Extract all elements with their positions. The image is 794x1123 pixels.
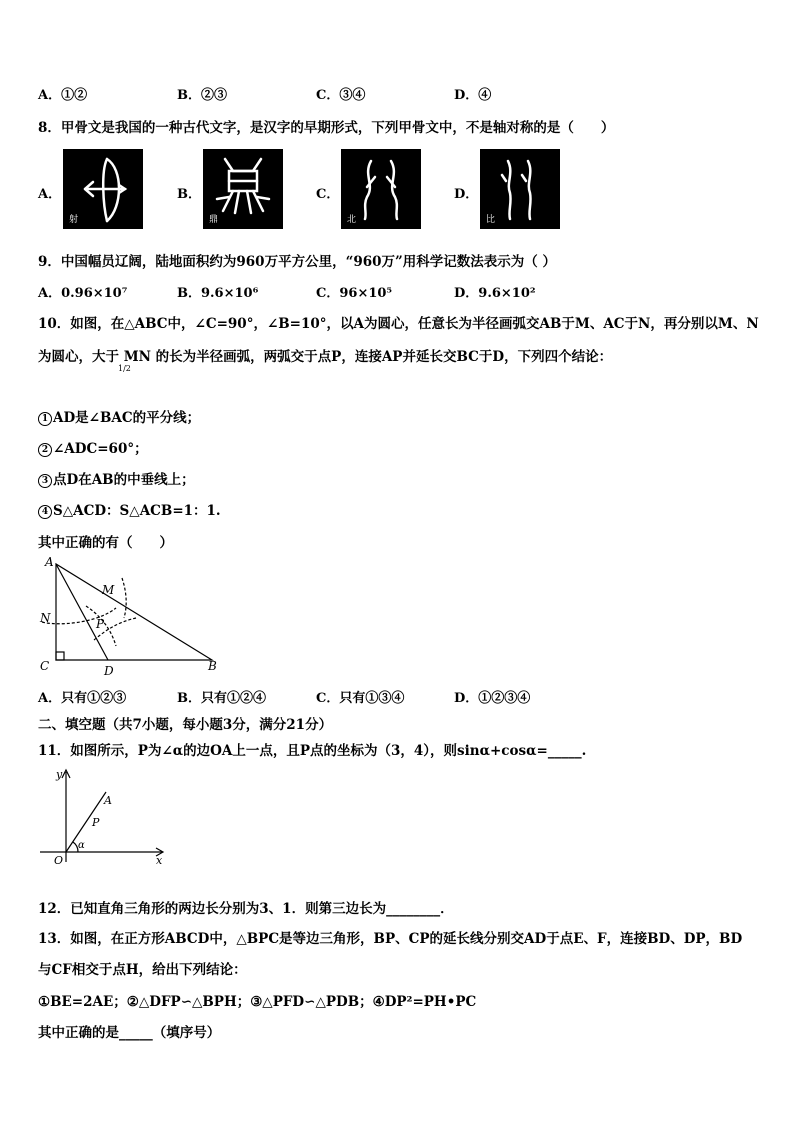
q8-label-b: B． xyxy=(177,187,201,202)
q13-conclusions: ①BE=2AE；②△DFP∽△BPH；③△PFD∽△PDB；④DP²=PH•PC xyxy=(38,994,477,1010)
label-point-c: C xyxy=(40,659,50,673)
oracle-bone-glyph-d xyxy=(480,149,560,229)
q10-option-b: B．只有①②④ xyxy=(177,691,266,706)
q8-label-a: A． xyxy=(38,187,62,202)
glyph-caption-c: 北 xyxy=(347,215,357,225)
q10-stem-line2: 为圆心，大于 MN 的长为半径画弧，两弧交于点P，连接AP并延长交BC于D，下列四个结论： xyxy=(38,349,613,365)
q7-option-c: C．③④ xyxy=(316,88,366,103)
glyph-caption-a: 射 xyxy=(69,215,79,225)
q9-stem: 9．中国幅员辽阔，陆地面积约为960万平方公里，“960万”用科学记数法表示为（ ） xyxy=(38,254,556,270)
q10-option-c: C．只有①③④ xyxy=(316,691,405,706)
q10-ask: 其中正确的有（ ） xyxy=(38,535,173,551)
label-x-axis: x xyxy=(156,854,163,867)
q8-stem: 8．甲骨文是我国的一种古代文字，是汉字的早期形式，下列甲骨文中，不是轴对称的是（ ） xyxy=(38,120,615,136)
q10-option-a: A．只有①②③ xyxy=(38,691,127,706)
label-alpha: α xyxy=(78,840,85,851)
q12-stem: 12．已知直角三角形的两边长分别为3、1．则第三边长为________． xyxy=(38,901,454,917)
q10-conclusion-4: 4 S△ACD：S△ACB=1：1. xyxy=(38,499,221,519)
label-point-a: A xyxy=(45,556,54,569)
q9-option-c: C．96×10⁵ xyxy=(316,286,393,301)
q11-coordinate-figure xyxy=(36,764,170,868)
label-origin: O xyxy=(54,854,64,867)
q10-option-d: D．①②③④ xyxy=(454,691,531,706)
q10-conclusion-3: 3 点D在AB的中垂线上； xyxy=(38,468,195,488)
q7-option-d: D．④ xyxy=(454,88,492,103)
circled-1-icon: 1 xyxy=(38,412,52,426)
q9-option-d: D．9.6×10² xyxy=(454,286,536,301)
circled-4-icon: 4 xyxy=(38,505,52,519)
q10-half-fraction: 1/2 xyxy=(118,364,131,373)
q9-option-a: A．0.96×10⁷ xyxy=(38,286,128,301)
label-point-d: D xyxy=(104,664,114,678)
q13-stem-line1: 13．如图，在正方形ABCD中，△BPC是等边三角形，BP、CP的延长线分别交AD于点E、F，连接BD、DP，BD xyxy=(38,931,743,947)
q8-label-c: C． xyxy=(316,187,340,202)
oracle-bone-glyph-a xyxy=(63,149,143,229)
q11-stem: 11．如图所示，P为∠α的边OA上一点，且P点的坐标为（3，4），则sinα+cosα=_____. xyxy=(38,743,587,759)
label-point-p: P xyxy=(96,617,105,631)
q7-option-b: B．②③ xyxy=(177,88,227,103)
q8-label-d: D． xyxy=(454,187,479,202)
oracle-bone-glyph-b xyxy=(203,149,283,229)
label-point-m: M xyxy=(102,583,115,597)
label-y-axis: y xyxy=(56,768,63,781)
label-point-a: A xyxy=(104,794,112,807)
q10-stem-line1: 10．如图，在△ABC中，∠C=90°，∠B=10°，以A为圆心，任意长为半径画弧交AB于M、AC于N，再分别以M、N xyxy=(38,316,759,332)
q10-conclusion-2: 2 ∠ADC=60°； xyxy=(38,437,148,457)
label-point-p: P xyxy=(92,816,100,829)
q13-stem-line2: 与CF相交于点H，给出下列结论： xyxy=(38,962,247,978)
oracle-bone-glyph-c xyxy=(341,149,421,229)
circled-2-icon: 2 xyxy=(38,443,52,457)
q10-triangle-figure xyxy=(36,556,226,678)
label-point-n: N xyxy=(40,611,51,625)
q7-option-a: A．①② xyxy=(38,88,88,103)
glyph-caption-b: 鼎 xyxy=(209,215,219,225)
q9-option-b: B．9.6×10⁶ xyxy=(177,286,259,301)
circled-3-icon: 3 xyxy=(38,474,52,488)
label-point-b: B xyxy=(208,659,217,673)
glyph-caption-d: 比 xyxy=(486,215,496,225)
section-2-heading: 二、填空题（共7小题，每小题3分，满分21分） xyxy=(38,717,333,733)
q13-answer-prompt: 其中正确的是_____（填序号） xyxy=(38,1025,221,1041)
q10-conclusion-1: 1 AD是∠BAC的平分线； xyxy=(38,406,200,426)
